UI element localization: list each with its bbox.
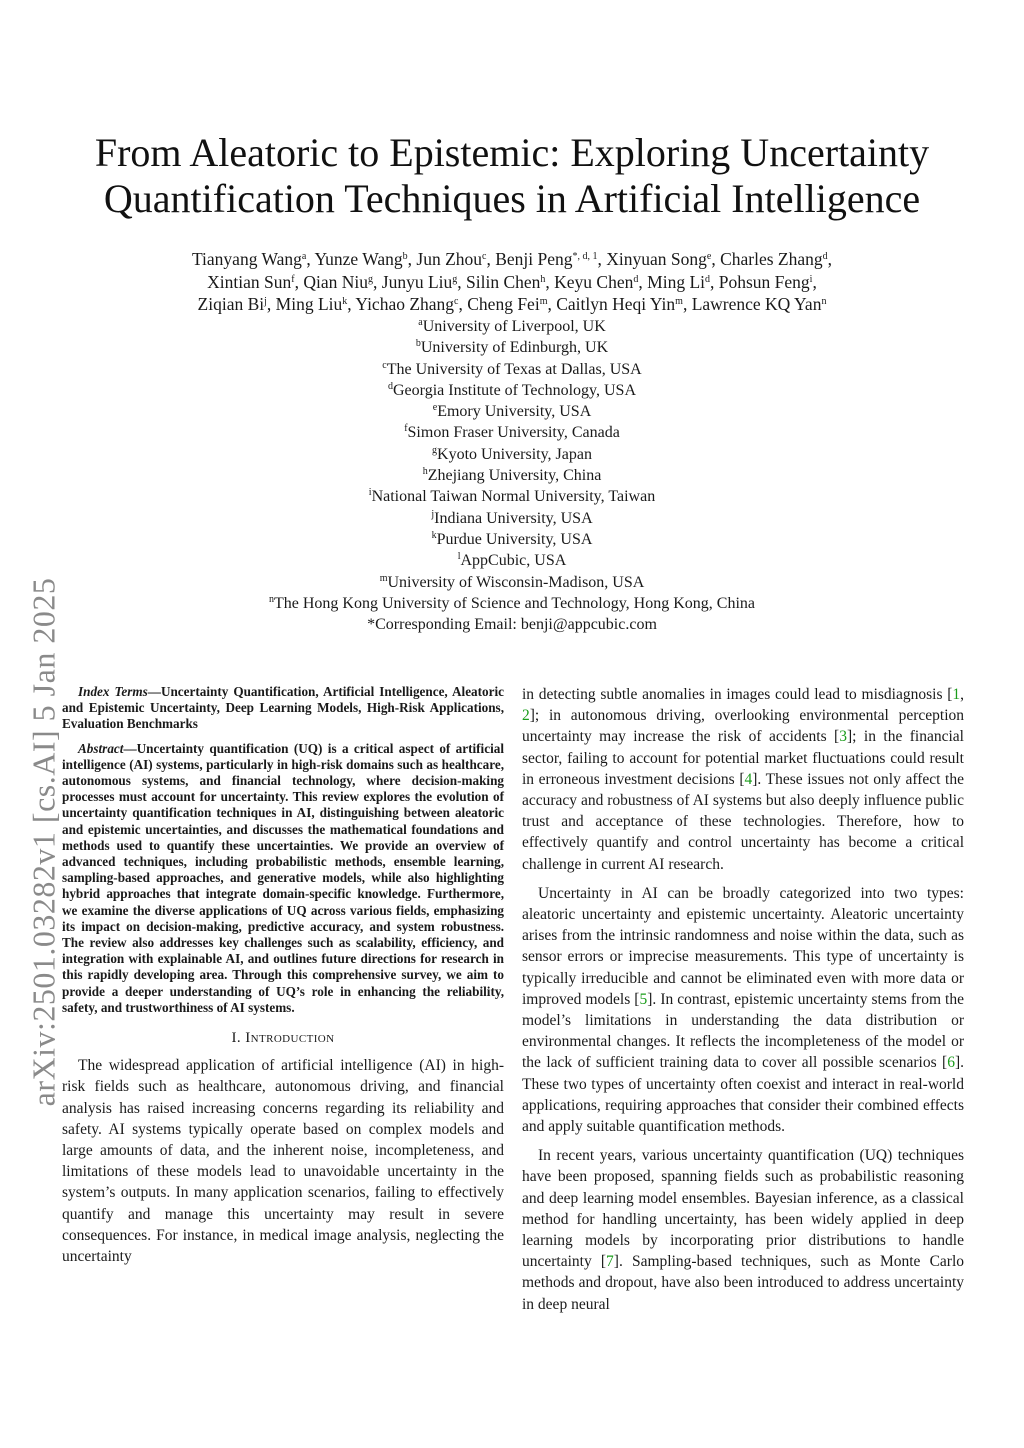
affiliation-text: The Hong Kong University of Science and Technology, Hong Kong, China	[273, 594, 755, 612]
affiliation	[150, 593, 874, 614]
affiliation	[150, 572, 874, 593]
author-affiliation-mark: b	[402, 251, 408, 262]
author-name: Cheng Fei	[467, 294, 540, 314]
affiliation	[150, 550, 874, 571]
affiliation-mark: h	[422, 466, 428, 478]
affiliation-list	[150, 316, 874, 635]
index-terms: Index Terms—Uncertainty Quantification, Artificial Intelligence, Aleatoric and Epistemic Uncertainty, Deep Learning Models, High-Risk Applications, Evaluation Benchmarks	[62, 684, 505, 732]
author-affiliation-mark: e	[706, 251, 712, 262]
affiliation-text: Simon Fraser University, Canada	[407, 424, 620, 442]
author-name: Jun Zhou	[416, 249, 483, 269]
affiliation-mark: k	[431, 529, 437, 541]
citation-5[interactable]: 5	[639, 990, 648, 1008]
affiliation-text: University of Edinburgh, UK	[420, 339, 609, 357]
affiliation-text: Zhejiang University, China	[427, 467, 602, 485]
affiliation-text: AppCubic, USA	[460, 552, 567, 570]
author-affiliation-mark: d	[633, 273, 639, 285]
affiliation-text: Georgia Institute of Technology, USA	[393, 381, 636, 399]
author-name: Xintian Sun	[207, 271, 292, 292]
citation-6[interactable]: 6	[947, 1054, 955, 1072]
affiliation	[150, 465, 874, 486]
author-affiliation-mark: k	[342, 296, 348, 307]
author-name: Lawrence KQ Yan	[691, 294, 822, 314]
author-affiliation-mark: c	[482, 251, 487, 262]
author-name: Ming Li	[647, 271, 705, 292]
affiliation-text: University of Liverpool, UK	[422, 318, 606, 335]
affiliation	[150, 380, 874, 401]
affiliation	[150, 529, 874, 550]
citation-4[interactable]: 4	[744, 770, 753, 788]
affiliation	[150, 486, 874, 507]
affiliation-mark: m	[379, 572, 388, 584]
citation-1[interactable]: 1	[952, 686, 961, 703]
author-affiliation-mark: m	[539, 296, 548, 307]
author-name: Qian Niu	[303, 271, 369, 292]
affiliation-mark: l	[457, 551, 461, 563]
affiliation-text: Purdue University, USA	[436, 530, 593, 548]
left-column	[62, 684, 504, 1267]
author-affiliation-mark: c	[454, 296, 459, 307]
affiliation-mark: j	[431, 508, 435, 520]
author-affiliation-mark: f	[291, 273, 295, 285]
author-name: Keyu Chen	[554, 271, 634, 292]
author-affiliation-mark: n	[821, 296, 827, 307]
author-name: Junyu Liu	[381, 271, 453, 292]
affiliation	[150, 422, 874, 443]
citation-3[interactable]: 3	[839, 728, 847, 746]
affiliation-text: University of Wisconsin-Madison, USA	[387, 573, 645, 591]
affiliation	[150, 316, 874, 337]
affiliation-text: The University of Texas at Dallas, USA	[386, 360, 642, 378]
affiliation-mark: a	[418, 317, 423, 328]
author-name: Silin Chen	[466, 271, 541, 292]
author-affiliation-mark: g	[452, 273, 458, 285]
affiliation-text: National Taiwan Normal University, Taiwan	[371, 488, 656, 506]
author-name: Tianyang Wang	[191, 249, 302, 269]
author-name: Caitlyn Heqi Yin	[556, 294, 676, 314]
author-affiliation-mark: h	[540, 273, 546, 285]
author-affiliation-mark: *, d, 1	[572, 251, 598, 262]
author-affiliation-mark: m	[675, 296, 683, 307]
right-column	[522, 684, 964, 1315]
affiliation-text: Emory University, USA	[437, 403, 592, 421]
intro-paragraph-3: In recent years, various uncertainty quantification (UQ) techniques have been proposed, spanning fields such as probabilistic reasoning and deep learning model ensembles. Bayesian inference, as a classical method for handling uncertainty, has been widely applied in deep learning models by incorporating prior distributions to handle uncertainty [7]. Sampling-based techniques, such as Monte Carlo methods and dropout, have also been introduced to address uncertainty in deep neural	[522, 1147, 965, 1313]
author-affiliation-mark: i	[809, 273, 813, 285]
affiliation	[150, 401, 874, 422]
abstract: Abstract—Uncertainty quantification (UQ) is a critical aspect of artificial intelligence (AI) systems, particularly in high-risk domains such as healthcare, autonomous systems, and financial technology, where decision-making processes must account for uncertainty. This review explores the evolution of uncertainty quantification techniques in AI, distinguishing between aleatoric and epistemic uncertainties, and discusses the mathematical foundations and methods used to quantify these uncertainties. We provide an overview of advanced techniques, including probabilistic methods, ensemble learning, sampling-based approaches, and generative models, while also highlighting hybrid approaches that integrate domain-specific knowledge. Furthermore, we examine the diverse applications of UQ across various fields, emphasizing its impact on decision-making, predictive accuracy, and system robustness. The review also addresses key challenges such as scalability, efficiency, and integration with explainable AI, and outlines future directions for research in this rapidly developing area. Through this comprehensive survey, we aim to provide a deeper understanding of UQ’s role in enhancing the reliability, safety, and trustworthiness of AI systems.	[62, 740, 504, 1015]
intro-paragraph-2: Uncertainty in AI can be broadly categorized into two types: aleatoric uncertainty and epistemic uncertainty. Aleatoric uncertainty arises from the intrinsic randomness and noise within the data, such as sensor errors or imprecise measurements. This type of uncertainty is typically irreducible and cannot be eliminated even with more data or improved models [5]. In contrast, epistemic uncertainty stems from the model’s limitations in understanding the data distribution or environmental changes. It reflects the incompleteness of the model or the lack of sufficient training data to cover all possible scenarios [6]. These two types of uncertainty often coexist and interact in real-world applications, requiring approaches that consider their combined effects and apply suitable quantification methods.	[522, 884, 964, 1136]
affiliation-mark: f	[404, 423, 408, 435]
affiliation-mark: g	[432, 444, 438, 456]
citation-2[interactable]: 2	[522, 707, 530, 725]
affiliation-text: Indiana University, USA	[434, 509, 593, 527]
corresponding-email: *Corresponding Email: benji@appcubic.com	[367, 616, 657, 634]
author-affiliation-mark: a	[301, 251, 307, 262]
affiliation-mark: i	[368, 487, 372, 499]
author-line-1: Tianyang Wang$^a$, Yunze Wang$^b$, Jun Zhou$^c$, Benji Peng$^{*, d, 1}$, Xinyuan Song$^e$, Charles Zhang$^d$,	[191, 249, 833, 269]
author-affiliation-mark: d	[822, 251, 828, 262]
author-line-3: Ziqian Bi$^j$, Ming Liu$^k$, Yichao Zhang$^c$, Cheng Fei$^m$, Caitlyn Heqi Yin$^m$, Lawrence KQ Yan$^n$	[197, 294, 827, 314]
affiliation	[150, 359, 874, 380]
arxiv-watermark: arXiv:2501.03282v1 [cs.AI] 5 Jan 2025	[25, 577, 62, 1107]
affiliation	[150, 444, 874, 465]
author-name: Yichao Zhang	[355, 294, 455, 314]
author-name: Xinyuan Song	[606, 249, 707, 269]
author-list	[110, 248, 914, 316]
section-heading-introduction: I. Introduction	[231, 1030, 335, 1047]
affiliation	[150, 508, 874, 529]
affiliation-mark: c	[382, 359, 387, 371]
author-name: Ziqian Bi	[197, 294, 265, 314]
author-name: Ming Liu	[275, 294, 343, 314]
affiliation	[150, 337, 874, 358]
author-name: Charles Zhang	[720, 249, 823, 269]
affiliation-mark: d	[388, 380, 393, 392]
affiliation-text: Kyoto University, Japan	[437, 445, 592, 463]
affiliation-mark: e	[432, 402, 438, 414]
affiliation-mark: b	[415, 338, 421, 350]
author-affiliation-mark: d	[705, 273, 710, 285]
author-name: Yunze Wang	[314, 249, 403, 269]
intro-paragraph-1: The widespread application of artificial intelligence (AI) in high-risk fields such as healthcare, autonomous driving, and financial analysis has raised increasing concerns regarding its reliability and safety. AI systems typically operate based on complex models and large amounts of data, and the inherent noise, incompleteness, and limitations of these models lead to unavoidable uncertainty in the system’s outputs. In many application scenarios, failing to effectively quantify and manage this uncertainty may result in severe consequences. For instance, in medical image analysis, neglecting the uncertainty	[62, 1057, 504, 1266]
paper-title: From Aleatoric to Epistemic: Exploring Uncertainty Quantification Techniques in Artificial Intelligence	[94, 130, 930, 221]
author-affiliation-mark: g	[368, 273, 374, 285]
author-affiliation-mark: j	[264, 296, 267, 307]
author-name: Benji Peng	[495, 249, 573, 269]
citation-7[interactable]: 7	[606, 1253, 614, 1271]
author-line-2: Xintian Sun$^f$, Qian Niu$^g$, Junyu Liu$^g$, Silin Chen$^h$, Keyu Chen$^d$, Ming Li$^d$, Pohsun Feng$^i$,	[207, 271, 817, 292]
affiliation-mark: n	[268, 593, 274, 605]
author-name: Pohsun Feng	[718, 271, 810, 292]
intro-paragraph-1-cont: in detecting subtle anomalies in images could lead to misdiagnosis [1, 2]; in autonomous driving, overlooking environmental perception uncertainty may increase the risk of accidents [3]; in the financial sector, failing to account for potential market fluctuations could result in erroneous investment decisions [4]. These issues not only affect the accuracy and robustness of AI systems but also deeply influence public trust and acceptance of these technologies. Therefore, how to effectively quantify and control uncertainty has become a critical challenge in current AI research.	[522, 686, 964, 873]
